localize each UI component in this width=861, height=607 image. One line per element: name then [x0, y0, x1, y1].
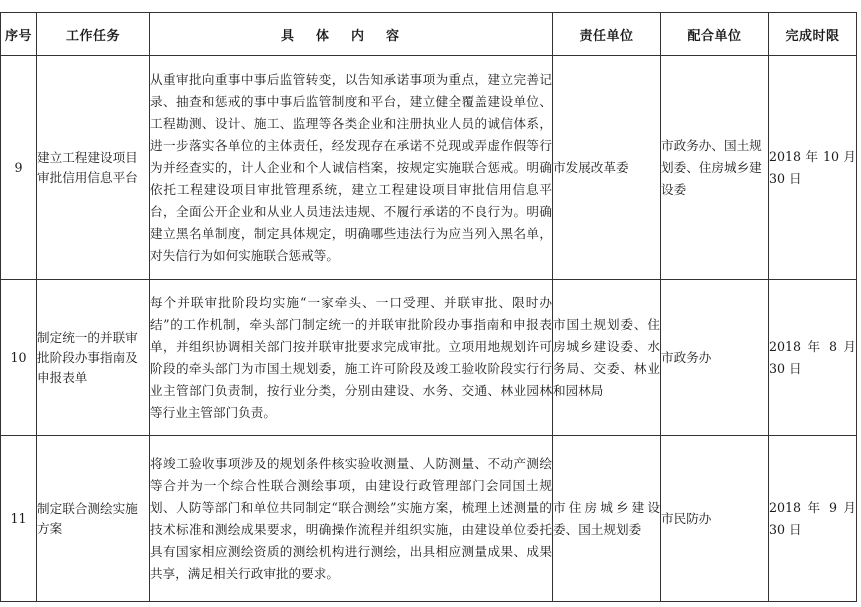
row-responsible: 市国土规划委、住房城乡建设委、水务局、交委、林业和园林局	[553, 280, 661, 436]
header-responsible: 责任单位	[553, 13, 661, 56]
row-task: 制定联合测绘实施方案	[37, 436, 150, 602]
header-task: 工作任务	[37, 13, 150, 56]
row-content: 从重审批向重事中事后监管转变，以告知承诺事项为重点，建立完善记录、抽查和惩戒的事中事后监管制度和平台，建立健全覆盖建设单位、工程勘测、设计、施工、监理等各类企业和注册执业人员的诚信体系，进一步落实各单位的主体责任，经发现存在承诺不兑现或弄虚作假等行为并经查实的，计人企业和个人诚信档案，按规定实施联合惩戒。明确依托工程建设项目审批管理系统，建立工程建设项目审批信用信息平台，全面公开企业和从业人员违法违规、不履行承诺的不良行为。明确建立黑名单制度，制定具体规定，明确哪些违法行为应当列入黑名单，对失信行为如何实施联合惩戒等。	[150, 56, 553, 280]
row-cooperating: 市政务办	[661, 280, 769, 436]
row-responsible: 市发展改革委	[553, 56, 661, 280]
row-seq: 10	[1, 280, 37, 436]
header-seq: 序号	[1, 13, 37, 56]
row-task: 建立工程建设项目审批信用信息平台	[37, 56, 150, 280]
task-table	[0, 12, 857, 602]
table-row	[1, 56, 857, 280]
row-deadline: 2018 年 9 月 30 日	[769, 436, 857, 602]
row-deadline: 2018 年 10 月 30 日	[769, 56, 857, 280]
row-task: 制定统一的并联审批阶段办事指南及申报表单	[37, 280, 150, 436]
row-deadline: 2018 年 8 月 30 日	[769, 280, 857, 436]
header-deadline: 完成时限	[769, 13, 857, 56]
table-header-row	[1, 13, 857, 56]
row-seq: 9	[1, 56, 37, 280]
row-cooperating: 市民防办	[661, 436, 769, 602]
header-content: 具体内容	[150, 13, 553, 56]
row-content: 将竣工验收事项涉及的规划条件核实验收测量、人防测量、不动产测绘等合并为一个综合性联合测绘事项，由建设行政管理部门会同国土规划、人防等部门和单位共同制定“联合测绘”实施方案，梳理上述测量的技术标准和测绘成果要求，明确操作流程并组织实施，由建设单位委托具有国家相应测绘资质的测绘机构进行测绘，出具相应测量成果、成果共享，满足相关行政审批的要求。	[150, 436, 553, 602]
table-row	[1, 436, 857, 602]
header-cooperating: 配合单位	[661, 13, 769, 56]
row-content: 每个并联审批阶段均实施“一家牵头、一口受理、并联审批、限时办结”的工作机制，牵头部门制定统一的并联审批阶段办事指南和申报表单，并组织协调相关部门按并联审批要求完成审批。立项用地规划许可阶段的牵头部门为市国土规划委，施工许可阶段及竣工验收阶段实行行业主管部门负责制，按行业分类，分别由建设、水务、交通、林业园林等行业主管部门负责。	[150, 280, 553, 436]
row-responsible: 市住房城乡建设委、国土规划委	[553, 436, 661, 602]
row-cooperating: 市政务办、国土规划委、住房城乡建设委	[661, 56, 769, 280]
row-seq: 11	[1, 436, 37, 602]
table-row	[1, 280, 857, 436]
